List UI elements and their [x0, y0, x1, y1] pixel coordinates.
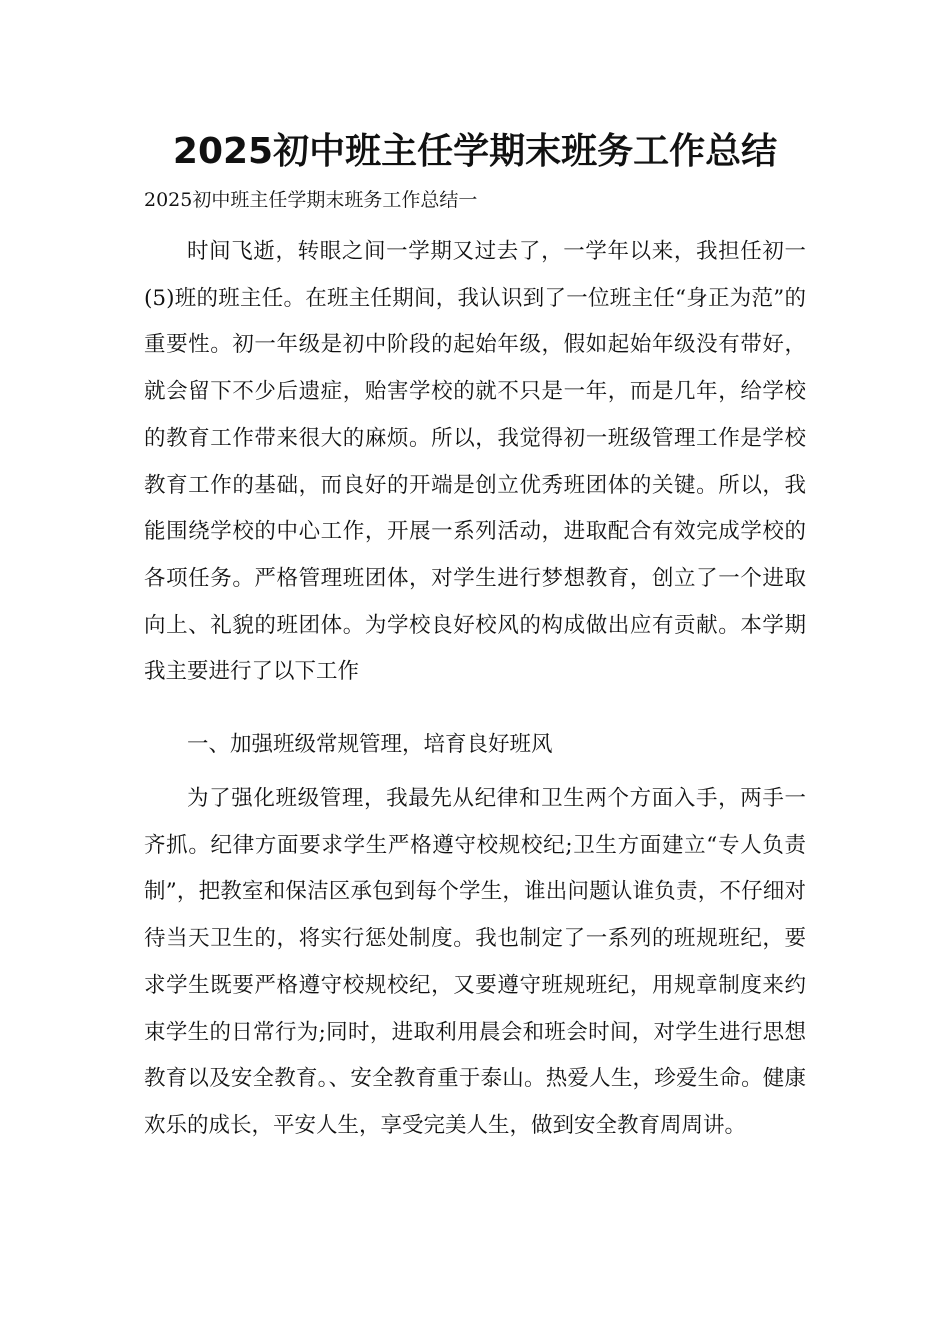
section-heading: 一、加强班级常规管理，培育良好班风 — [187, 732, 553, 757]
paragraph-intro: 时间飞逝，转眼之间一学期又过去了，一学年以来，我担任初一(5)班的班主任。在班主任期间，我认识到了一位班主任“身正为范”的重要性。初一年级是初中阶段的起始年级，假如起始年级没有带好，就会留下不少后遗症，贻害学校的就不只是一年，而是几年，给学校的教育工作带来很大的麻烦。所以，我觉得初一班级管理工作是学校教育工作的基础，而良好的开端是创立优秀班团体的关键。所以，我能围绕学校的中心工作，开展一系列活动，进取配合有效完成学校的各项任务。严格管理班团体，对学生进行梦想教育，创立了一个进取向上、礼貌的班团体。为学校良好校风的构成做出应有贡献。本学期我主要进行了以下工作 — [144, 239, 806, 685]
document-title: 2025初中班主任学期末班务工作总结 — [172, 131, 778, 172]
paragraph-class-management: 为了强化班级管理，我最先从纪律和卫生两个方面入手，两手一齐抓。纪律方面要求学生严格遵守校规校纪;卫生方面建立“专人负责制”，把教室和保洁区承包到每个学生，谁出问题认谁负责，不仔细对待当天卫生的，将实行惩处制度。我也制定了一系列的班规班纪，要求学生既要严格遵守校规校纪，又要遵守班规班纪，用规章制度来约束学生的日常行为;同时，进取利用晨会和班会时间，对学生进行思想教育以及安全教育。、安全教育重于泰山。热爱人生，珍爱生命。健康欢乐的成长，平安人生，享受完美人生，做到安全教育周周讲。 — [144, 786, 806, 1138]
document-subtitle: 2025初中班主任学期末班务工作总结一 — [144, 189, 478, 211]
